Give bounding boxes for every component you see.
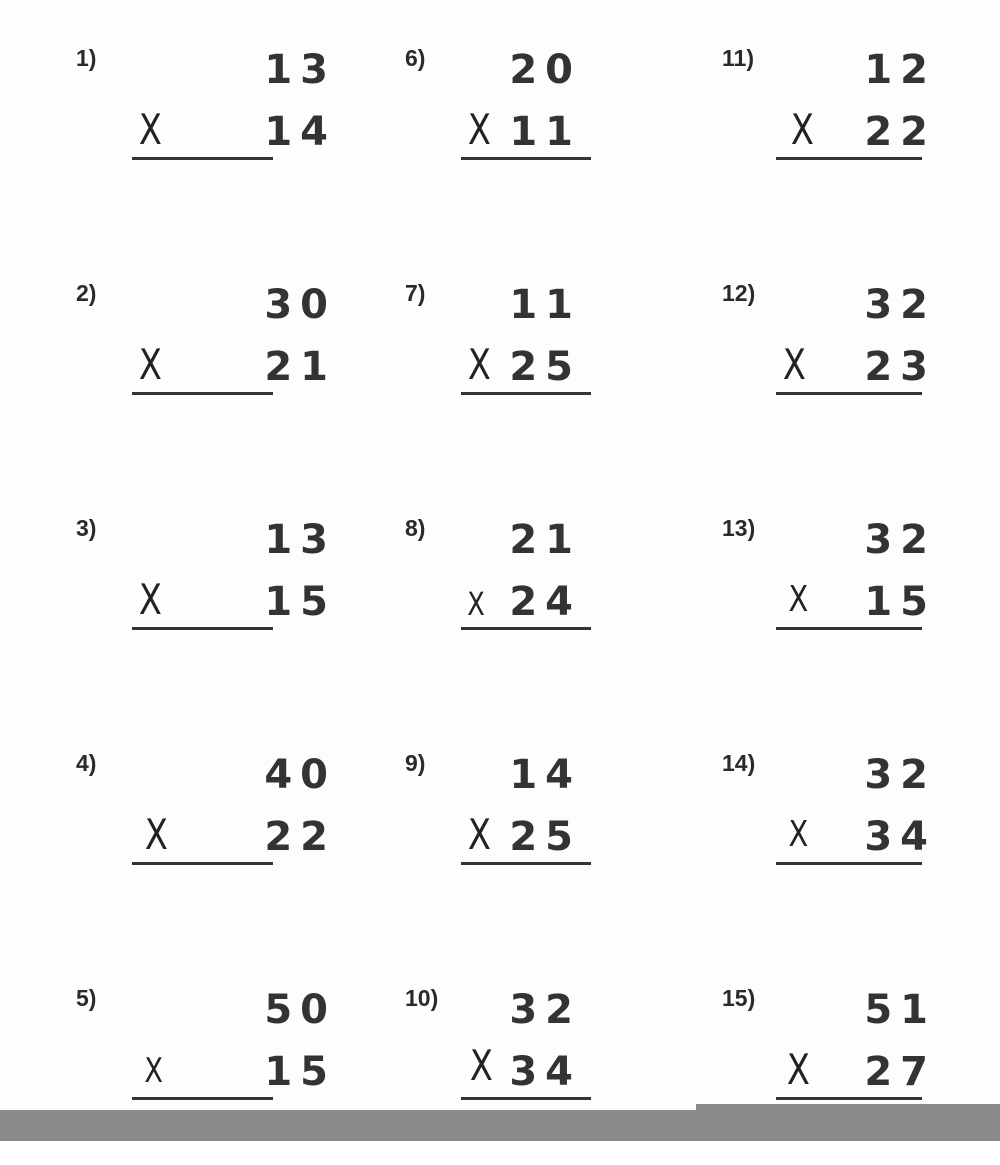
multiply-sign: X [788, 814, 809, 855]
answer-line [776, 862, 922, 865]
scan-edge-step [696, 1104, 1000, 1110]
answer-line [776, 392, 922, 395]
answer-line [461, 157, 591, 160]
multiplier: 34 [509, 1049, 581, 1095]
problem-11 [722, 45, 982, 225]
multiply-sign: X [138, 105, 162, 154]
multiplicand: 51 [864, 987, 936, 1033]
problem-number: 9) [405, 750, 426, 776]
problem-7 [405, 280, 665, 460]
problem-number: 6) [405, 45, 426, 71]
multiplier: 11 [509, 109, 581, 155]
answer-line [132, 627, 273, 630]
answer-line [461, 392, 591, 395]
problem-2 [76, 280, 336, 460]
multiply-sign: X [467, 810, 491, 859]
multiplicand: 11 [509, 282, 581, 328]
multiplier: 15 [864, 579, 936, 625]
multiplicand: 40 [264, 752, 336, 798]
problem-8 [405, 515, 665, 695]
problem-4 [76, 750, 336, 930]
multiplier: 27 [864, 1049, 936, 1095]
multiply-sign: X [467, 340, 491, 389]
problem-1 [76, 45, 336, 225]
answer-line [776, 627, 922, 630]
multiply-sign: X [144, 1051, 163, 1091]
problem-6 [405, 45, 665, 225]
multiplier: 25 [509, 814, 581, 860]
answer-line [461, 1097, 591, 1100]
answer-line [132, 862, 273, 865]
multiply-sign: X [467, 585, 485, 623]
multiplicand: 32 [864, 517, 936, 563]
problem-number: 8) [405, 515, 426, 541]
multiplicand: 20 [509, 47, 581, 93]
multiplier: 22 [264, 814, 336, 860]
problem-number: 4) [76, 750, 97, 776]
multiplier: 23 [864, 344, 936, 390]
problem-3 [76, 515, 336, 695]
multiply-sign: X [782, 340, 806, 389]
multiply-sign: X [138, 340, 162, 389]
multiply-sign: X [469, 1041, 493, 1090]
problem-number: 13) [722, 515, 756, 541]
answer-line [776, 1097, 922, 1100]
multiplier: 15 [264, 1049, 336, 1095]
multiplicand: 13 [264, 47, 336, 93]
multiplicand: 32 [864, 282, 936, 328]
problem-number: 12) [722, 280, 756, 306]
multiplicand: 13 [264, 517, 336, 563]
problem-13 [722, 515, 982, 695]
problem-number: 10) [405, 985, 439, 1011]
multiplicand: 21 [509, 517, 581, 563]
multiply-sign: X [790, 105, 814, 154]
problem-number: 5) [76, 985, 97, 1011]
problem-number: 11) [722, 45, 754, 71]
problem-9 [405, 750, 665, 930]
answer-line [776, 157, 922, 160]
scan-edge-bar [0, 1110, 1000, 1141]
multiplicand: 32 [509, 987, 581, 1033]
answer-line [461, 862, 591, 865]
multiply-sign: X [786, 1045, 810, 1094]
problem-number: 3) [76, 515, 97, 541]
multiplier: 25 [509, 344, 581, 390]
multiplier: 21 [264, 344, 336, 390]
multiplicand: 50 [264, 987, 336, 1033]
multiplier: 24 [509, 579, 581, 625]
multiplicand: 14 [509, 752, 581, 798]
answer-line [132, 157, 273, 160]
multiply-sign: X [788, 579, 809, 620]
answer-line [132, 1097, 273, 1100]
multiply-sign: X [144, 810, 168, 859]
multiply-sign: X [138, 575, 162, 624]
problem-number: 14) [722, 750, 756, 776]
problem-number: 1) [76, 45, 97, 71]
answer-line [132, 392, 273, 395]
multiplicand: 30 [264, 282, 336, 328]
multiplicand: 12 [864, 47, 936, 93]
problem-14 [722, 750, 982, 930]
multiplier: 15 [264, 579, 336, 625]
multiply-sign: X [467, 105, 491, 154]
problem-number: 2) [76, 280, 97, 306]
multiplicand: 32 [864, 752, 936, 798]
multiplier: 22 [864, 109, 936, 155]
answer-line [461, 627, 591, 630]
problem-number: 15) [722, 985, 756, 1011]
multiplier: 34 [864, 814, 936, 860]
problem-number: 7) [405, 280, 426, 306]
problem-12 [722, 280, 982, 460]
multiplier: 14 [264, 109, 336, 155]
